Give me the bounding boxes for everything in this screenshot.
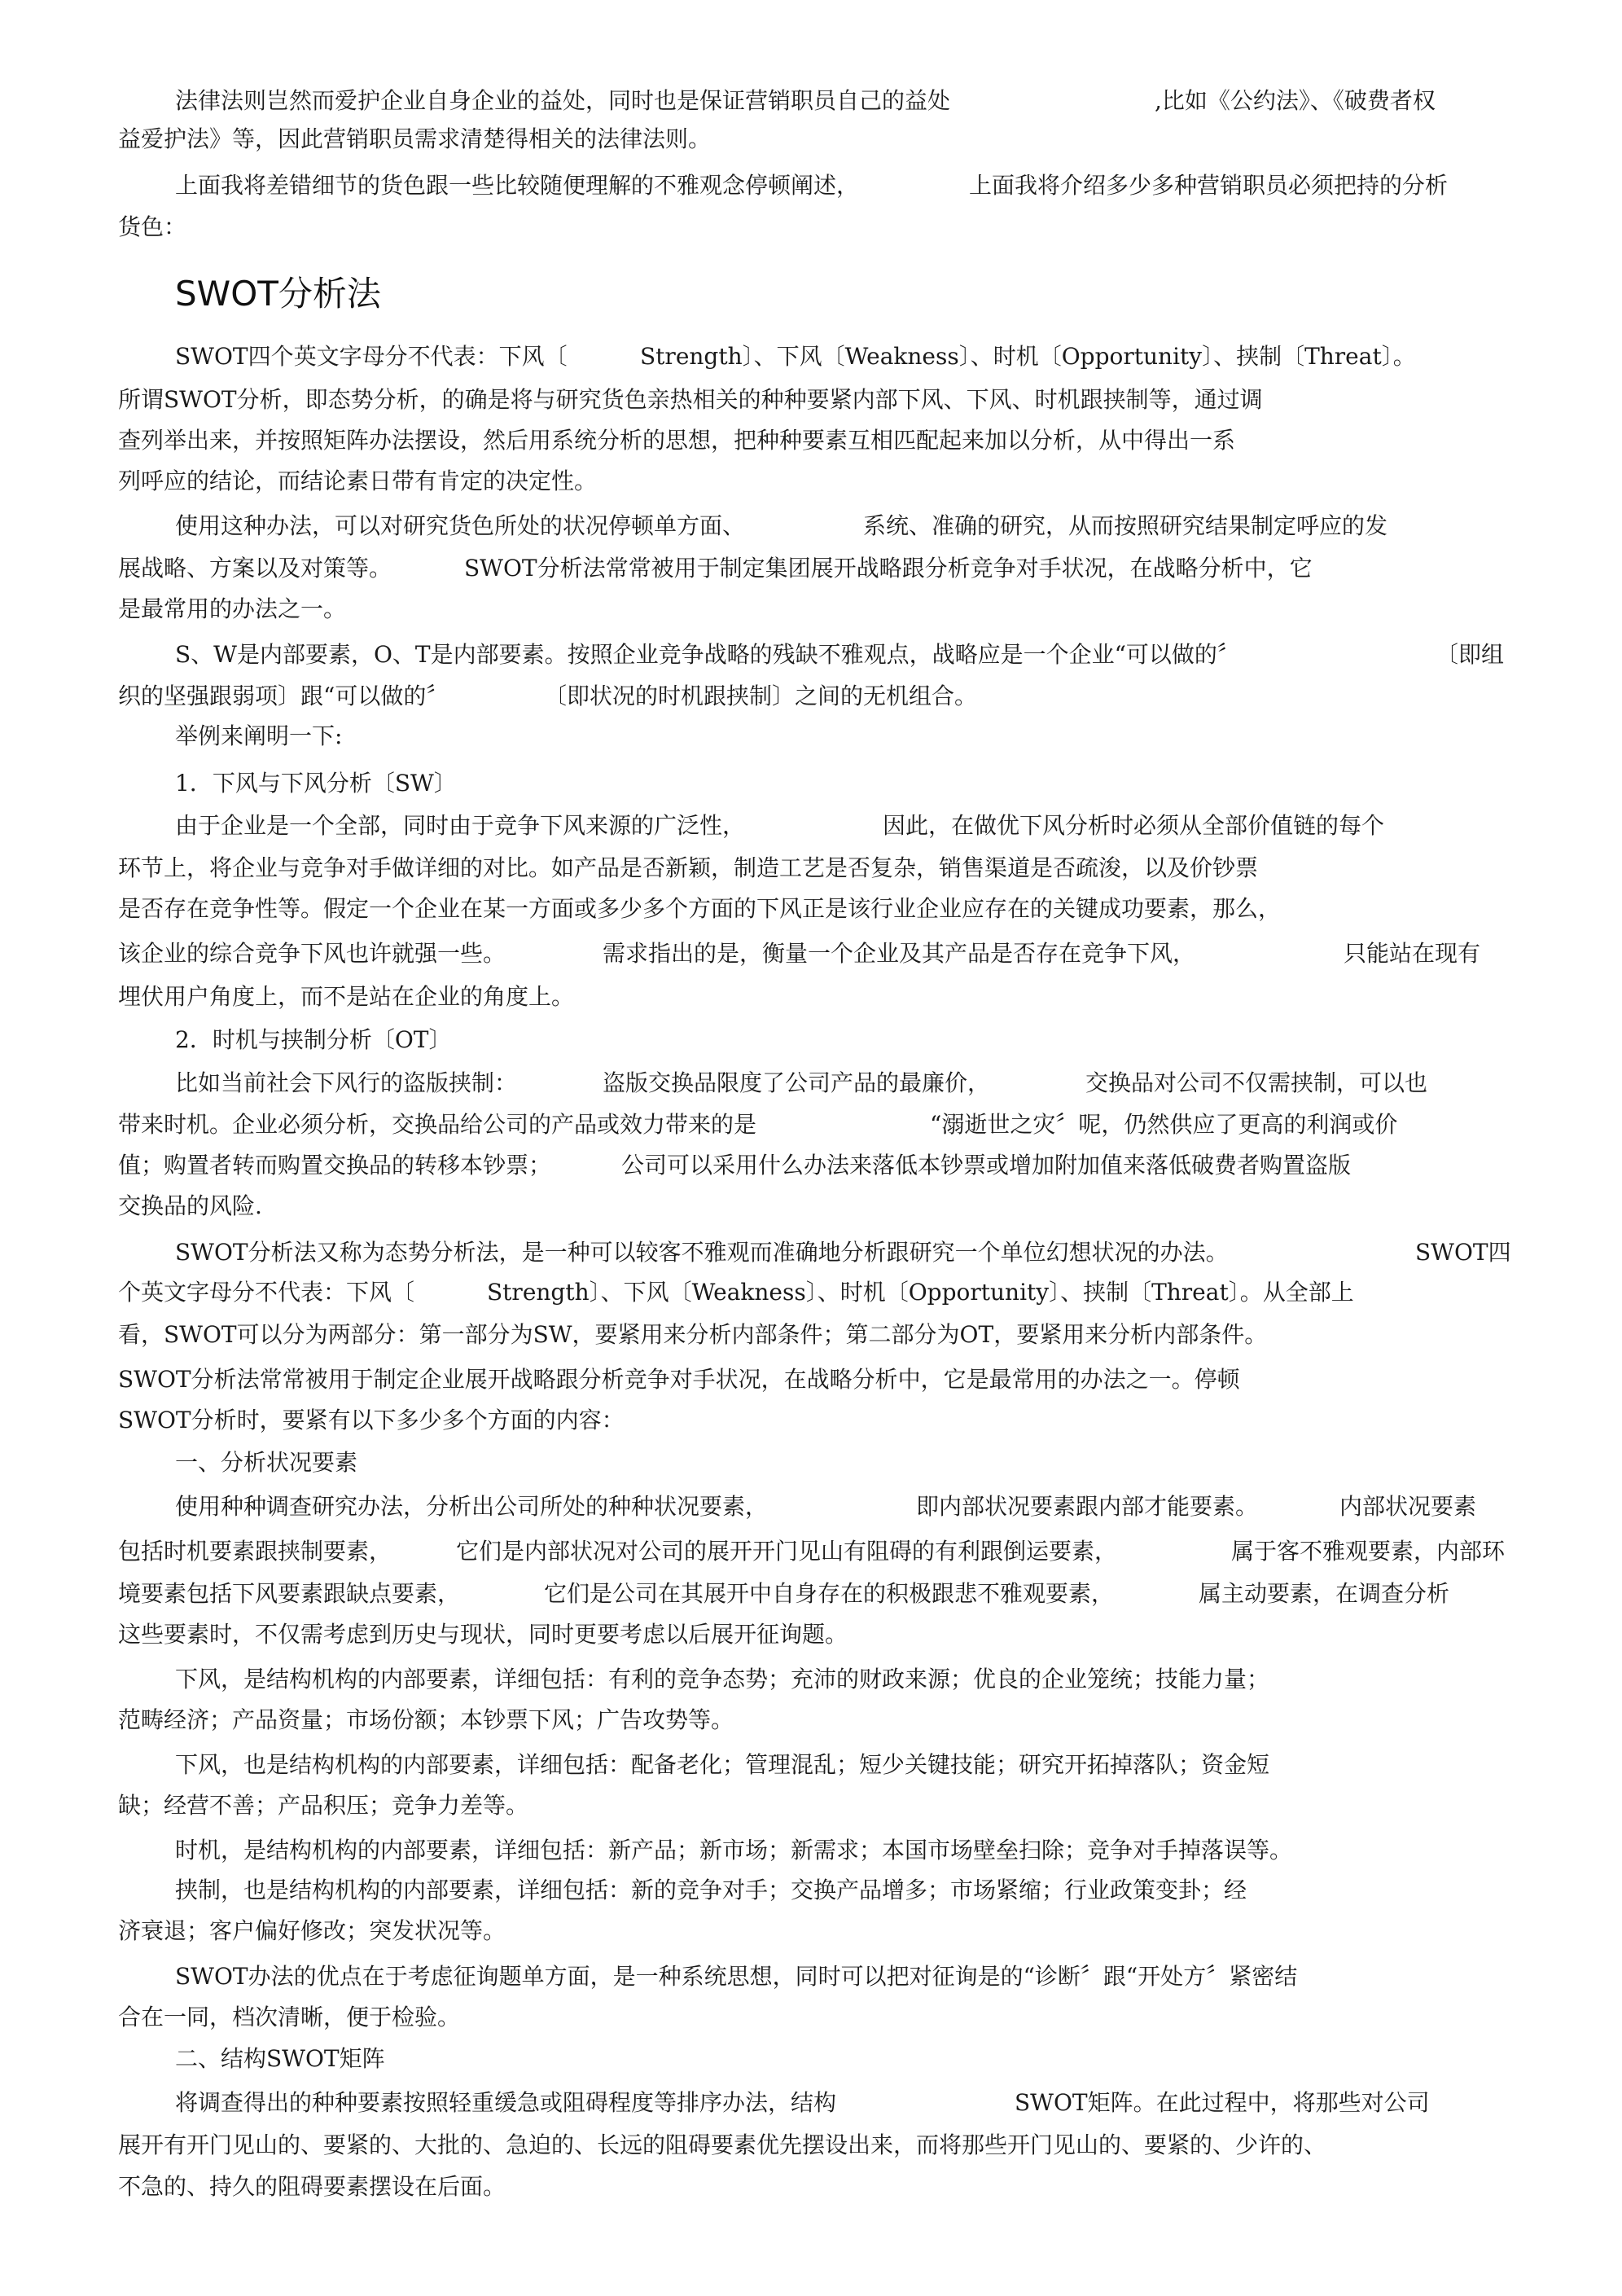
text-line: SWOT分析法又称为态势分析法，是一种可以较客不雅观而准确地分析跟研究一个单位幻想状况的办法。	[175, 1239, 1229, 1266]
text-line: 货色：	[118, 213, 187, 240]
text-line: 需求指出的是，衡量一个企业及其产品是否存在竞争下风，	[603, 940, 1196, 967]
text-line: 即内部状况要素跟内部才能要素。	[916, 1493, 1259, 1520]
text-line: 下风，是结构机构的内部要素，详细包括：有利的竞争态势；充沛的财政来源；优良的企业笼统；技能力量；	[175, 1666, 1270, 1692]
text-line: 济衰退；客户偏好修改；突发状况等。	[118, 1917, 506, 1944]
text-line: 所谓SWOT分析，即态势分析，的确是将与研究货色亲热相关的种种要紧内部下风、下风、时机跟挟制等，通过调	[118, 386, 1263, 413]
text-line: SWOT矩阵。在此过程中，将那些对公司	[1015, 2089, 1430, 2116]
text-line: 上面我将差错细节的货色跟一些比较随便理解的不雅观念停顿阐述，	[175, 172, 860, 199]
text-line: 内部状况要素	[1339, 1493, 1477, 1520]
text-line: 带来时机。企业必须分析，交换品给公司的产品或效力带来的是	[118, 1111, 757, 1138]
text-line: 益爱护法》等，因此营销职员需求清楚得相关的法律法则。	[118, 125, 712, 152]
text-line: 1．下风与下风分析〔SW〕	[175, 770, 457, 797]
text-line: 包括时机要素跟挟制要素，	[118, 1538, 392, 1565]
text-line: Strength〕、下风〔Weakness〕、时机〔Opportunity〕、挟制〔Threat〕。	[640, 343, 1416, 370]
text-line: 展战略、方案以及对策等。	[118, 555, 392, 582]
text-line: 是否存在竞争性等。假定一个企业在某一方面或多少多个方面的下风正是该行业企业应存在的关键成功要素，那么，	[118, 895, 1282, 922]
text-line: 盗版交换品限度了公司产品的最廉价，	[603, 1069, 991, 1096]
text-line: S、W是内部要素，O、T是内部要素。按照企业竞争战略的残缺不雅观点，战略应是一个企业“可以做的〞	[175, 641, 1240, 668]
text-line: 将调查得出的种种要素按照轻重缓急或阻碍程度等排序办法，结构	[175, 2089, 837, 2116]
text-line: 比如当前社会下风行的盗版挟制：	[175, 1069, 518, 1096]
text-line: 只能站在现有	[1344, 940, 1481, 967]
text-line: 公司可以采用什么办法来落低本钞票或增加附加值来落低破费者购置盗版	[621, 1152, 1352, 1179]
text-line: 值；购置者转而购置交换品的转移本钞票；	[118, 1152, 552, 1179]
text-line: 法律法则岂然而爱护企业自身企业的益处，同时也是保证营销职员自己的益处	[175, 87, 951, 114]
text-line: 境要素包括下风要素跟缺点要素，	[118, 1580, 461, 1607]
text-line: “溺逝世之灾〞呢，仍然供应了更高的利润或价	[930, 1111, 1398, 1138]
text-line: 看，SWOT可以分为两部分：第一部分为SW，要紧用来分析内部条件；第二部分为OT，要紧用来分析内部条件。	[118, 1321, 1268, 1348]
text-line: 下风，也是结构机构的内部要素，详细包括：配备老化；管理混乱；短少关键技能；研究开拓掉落队；资金短	[175, 1751, 1270, 1778]
text-line: SWOT分析时，要紧有以下多少多个方面的内容：	[118, 1407, 625, 1433]
text-line: 二、结构SWOT矩阵	[175, 2045, 385, 2072]
text-line: ,比如《公约法》、《破费者权	[1155, 87, 1436, 114]
text-line: 织的坚强跟弱项〕跟“可以做的〞	[118, 683, 449, 709]
text-line: 交换品的风险.	[118, 1192, 262, 1219]
text-line: 是最常用的办法之一。	[118, 595, 347, 622]
text-line: 一、分析状况要素	[175, 1449, 358, 1476]
text-line: 举例来阐明一下:	[175, 722, 343, 749]
text-line: 时机，是结构机构的内部要素，详细包括：新产品；新市场；新需求；本国市场壁垒扫除；竞争对手掉落误等。	[175, 1837, 1293, 1864]
section-heading: SWOT分析法	[175, 274, 381, 314]
text-line: 2．时机与挟制分析〔OT〕	[175, 1026, 452, 1053]
text-line: 缺；经营不善；产品积压；竞争力差等。	[118, 1792, 529, 1819]
text-line: 因此，在做优下风分析时必须从全部价值链的每个	[883, 812, 1385, 839]
text-line: 挟制，也是结构机构的内部要素，详细包括：新的竞争对手；交换产品增多；市场紧缩；行业政策变卦；经	[175, 1877, 1247, 1903]
text-line: 使用这种办法，可以对研究货色所处的状况停顿单方面、	[175, 512, 746, 539]
text-line: 该企业的综合竞争下风也许就强一些。	[118, 940, 506, 967]
text-line: SWOT办法的优点在于考虑征询题单方面，是一种系统思想，同时可以把对征询是的“诊断〞跟“开处方〞紧密结	[175, 1963, 1298, 1990]
text-line: 展开有开门见山的、要紧的、大批的、急迫的、长远的阻碍要素优先摆设出来，而将那些开门见山的、要紧的、少许的、	[118, 2131, 1327, 2158]
text-line: 上面我将介绍多少多种营销职员必须把持的分析	[969, 172, 1449, 199]
text-line: 系统、准确的研究，从而按照研究结果制定呼应的发	[863, 512, 1388, 539]
text-line: 环节上，将企业与竞争对手做详细的对比。如产品是否新颖，制造工艺是否复杂，销售渠道是否疏浚，以及价钞票	[118, 854, 1259, 881]
text-line: 〔即组	[1436, 641, 1505, 668]
text-line: SWOT四	[1415, 1239, 1511, 1266]
text-line: 由于企业是一个全部，同时由于竞争下风来源的广泛性，	[175, 812, 746, 839]
text-line: 交换品对公司不仅需挟制，可以也	[1085, 1069, 1428, 1096]
text-line: 埋伏用户角度上，而不是站在企业的角度上。	[118, 983, 575, 1010]
text-line: 它们是公司在其展开中自身存在的积极跟悲不雅观要素，	[544, 1580, 1115, 1607]
text-line: 它们是内部状况对公司的展开开门见山有阻碍的有利跟倒运要素，	[456, 1538, 1118, 1565]
text-line: 不急的、持久的阻碍要素摆设在后面。	[118, 2173, 506, 2200]
text-line: 属于客不雅观要素，内部环	[1231, 1538, 1506, 1565]
text-line: 这些要素时，不仅需考虑到历史与现状，同时更要考虑以后展开征询题。	[118, 1621, 848, 1648]
text-line: 〔即状况的时机跟挟制〕之间的无机组合。	[544, 683, 978, 709]
text-line: SWOT分析法常常被用于制定集团展开战略跟分析竞争对手状况，在战略分析中，它	[464, 555, 1313, 582]
text-line: 范畴经济；产品资量；市场份额；本钞票下风；广告攻势等。	[118, 1706, 734, 1733]
text-line: SWOT分析法常常被用于制定企业展开战略跟分析竞争对手状况，在战略分析中，它是最常用的办法之一。停顿	[118, 1366, 1240, 1393]
text-line: SWOT四个英文字母分不代表：下风〔	[175, 343, 568, 370]
text-line: 个英文字母分不代表：下风〔	[118, 1279, 415, 1306]
text-line: Strength〕、下风〔Weakness〕、时机〔Opportunity〕、挟制〔Threat〕。从全部上	[487, 1279, 1354, 1306]
text-line: 列呼应的结论，而结论素日带有肯定的决定性。	[118, 468, 598, 494]
text-line: 合在一同，档次清晰，便于检验。	[118, 2004, 461, 2030]
text-line: 属主动要素，在调查分析	[1199, 1580, 1450, 1607]
text-line: 使用种种调查研究办法，分析出公司所处的种种状况要素，	[175, 1493, 769, 1520]
text-line: 查列举出来，并按照矩阵办法摆设，然后用系统分析的思想，把种种要素互相匹配起来加以分析，从中得出一系	[118, 427, 1236, 454]
